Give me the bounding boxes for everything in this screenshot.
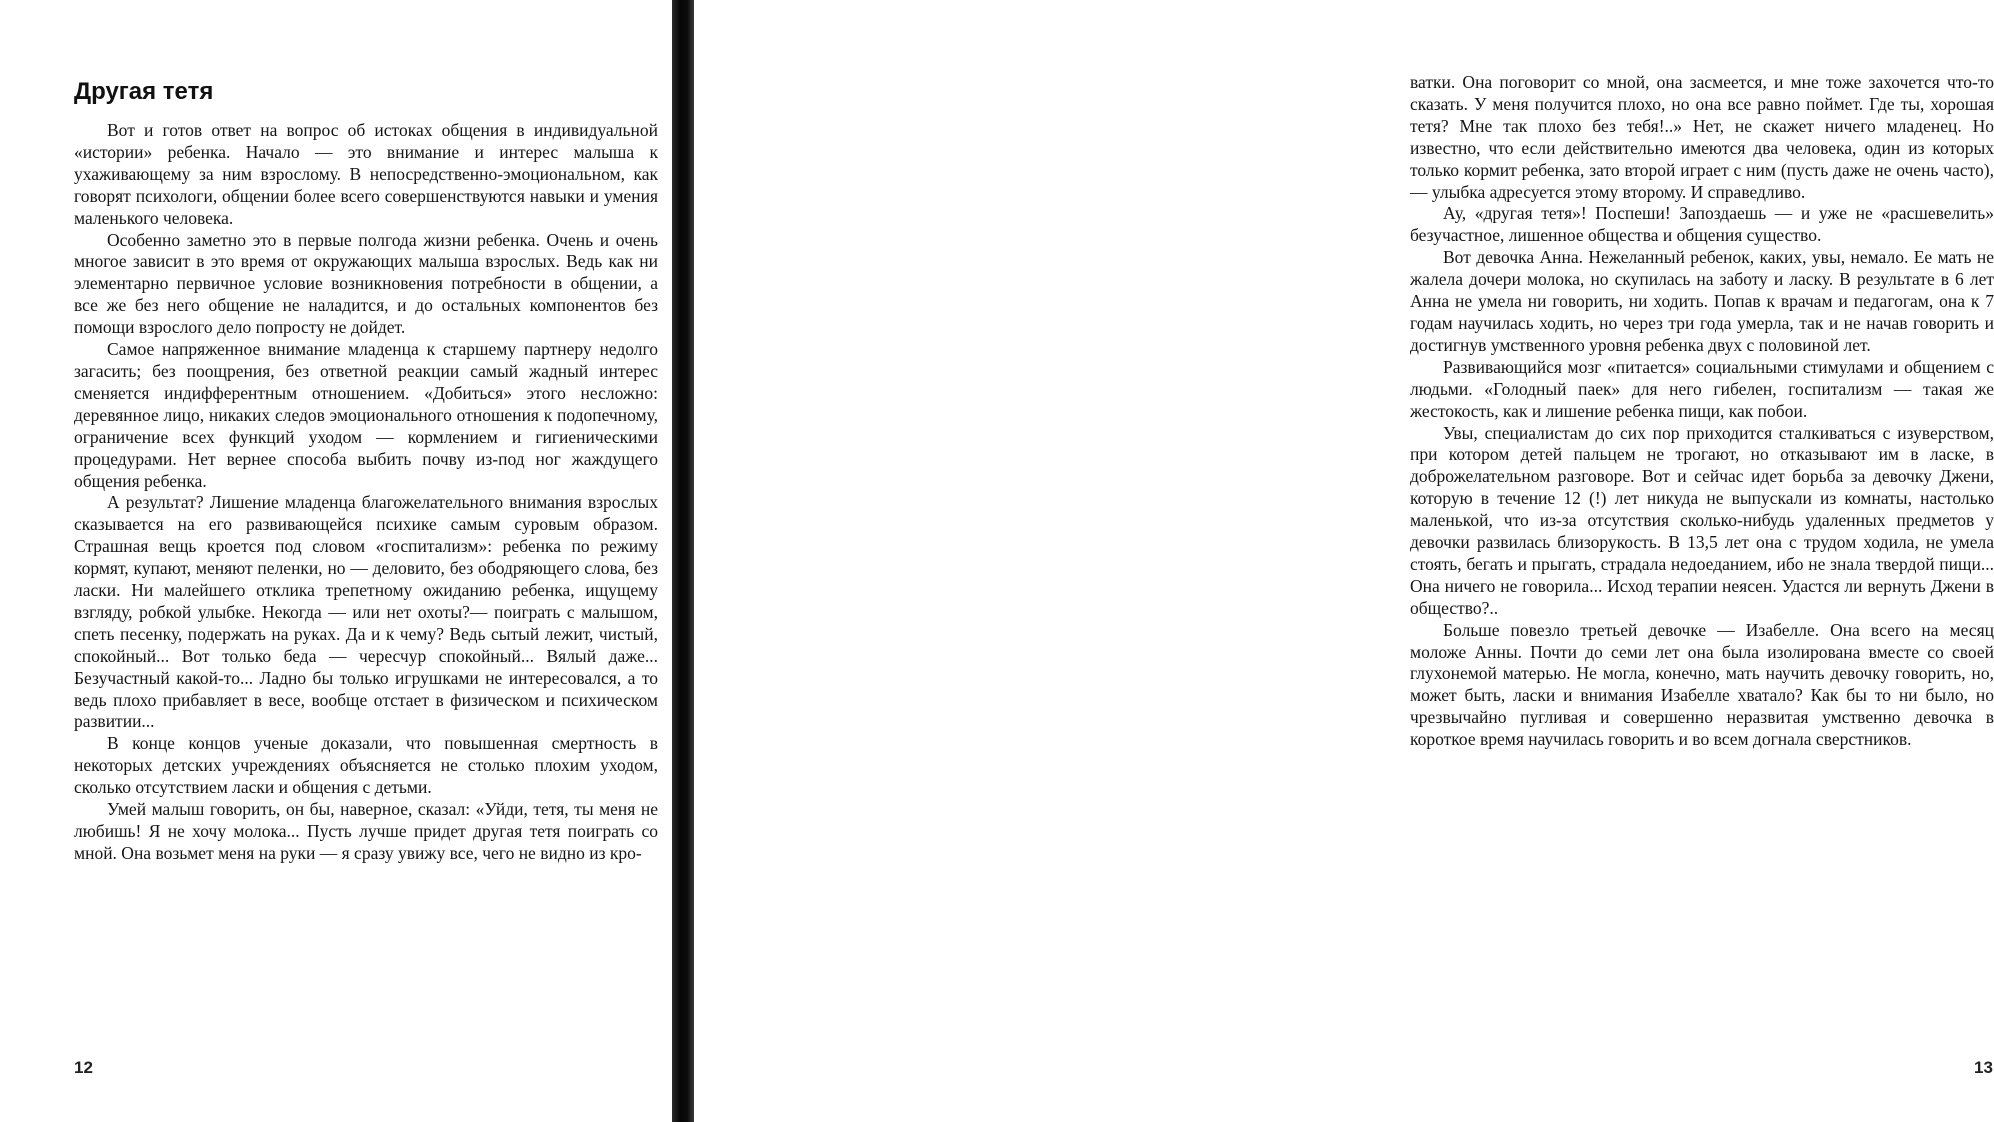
paragraph: Самое напряженное внимание младенца к старшему партнеру недолго загасить; без поощрения, без ответной реакции самый жадный интерес сменяется индифферентным отношением. «Добиться» этого несложно: деревянное лицо, никаких следов эмоционального отношения к подопечному, ограничение всех функций уходом — кормлением и гигиеническими процедурами. Нет вернее способа выбить почву из-под ног жаждущего общения ребенка. bbox=[74, 339, 658, 491]
paragraph: Особенно заметно это в первые полгода жизни ребенка. Очень и очень многое зависит в это время от окружающих малыша взрослых. Ведь как ни элементарно первичное условие возникновения потребности в общении, а все же без него общение не наладится, и до остальных компонентов без помощи взрослого дело попросту не дойдет. bbox=[74, 229, 658, 338]
paragraph: Вот и готов ответ на вопрос об истоках общения в индивидуальной «истории» ребенка. Начало — это внимание и интерес малыша к ухаживающему за ним взрослому. В непосредственно-эмоциональном, как говорят психологи, общении более всего совершенствуются навыки и умения маленького человека. bbox=[74, 120, 658, 228]
left-page-text bbox=[74, 120, 658, 865]
right-page-text bbox=[1410, 72, 1994, 751]
book-gutter bbox=[672, 0, 694, 1122]
paragraph: Умей малыш говорить, он бы, наверное, сказал: «Уйди, тетя, ты меня не любишь! Я не хочу молока... Пусть лучше придет другая тетя поиграть со мной. Она возьмет меня на руки — я сразу увижу все, чего не видно из кро- bbox=[74, 799, 658, 863]
paragraph: А результат? Лишение младенца благожелательного внимания взрослых сказывается на его развивающейся психике самым суровым образом. Страшная вещь кроется под словом «госпитализм»: ребенка по режиму кормят, купают, меняют пеленки, но — деловито, без ободряющего слова, без ласки. Ни малейшего отклика трепетному ожиданию ребенка, ищущему взгляду, робкой улыбке. Некогда — или нет охоты?— поиграть с малышом, спеть песенку, подержать на руках. Да и к чему? Ведь сытый лежит, чистый, спокойный... Вот только беда — чересчур спокойный... Вялый даже... Безучастный какой-то... Ладно бы только игрушками не интересовался, а то ведь плохо прибавляет в весе, вообще отстает в физическом и психическом развитии... bbox=[74, 492, 658, 732]
section-heading: Другая тетя bbox=[74, 78, 214, 105]
right-page bbox=[694, 0, 1994, 1122]
paragraph: Вот девочка Анна. Нежеланный ребенок, каких, увы, немало. Ее мать не жалела дочери молока, но скупилась на заботу и ласку. В результате в 6 лет Анна не умела ни говорить, ни ходить. Попав к врачам и педагогам, она к 7 годам научилась ходить, но через три года умерла, так и не начав говорить и достигнув умственного уровня ребенка двух с половиной лет. bbox=[1410, 247, 1994, 355]
paragraph: Больше повезло третьей девочке — Изабелле. Она всего на месяц моложе Анны. Почти до семи лет она была изолирована вместе со своей глухонемой матерью. Не могла, конечно, мать научить девочку говорить, но, может быть, ласки и внимания Изабелле хватало? Как бы то ни было, но чрезвычайно пугливая и совершенно неразвитая умственно девочка в короткое время научилась говорить и во всем догнала сверстников. bbox=[1410, 619, 1994, 750]
paragraph: В конце концов ученые доказали, что повышенная смертность в некоторых детских учреждениях объясняется не столько плохим уходом, сколько отсутствием ласки и общения с детьми. bbox=[74, 733, 658, 798]
paragraph: Развивающийся мозг «питается» социальными стимулами и общением с людьми. «Голодный паек» для него гибелен, госпитализм — такая же жестокость, как и лишение ребенка пищи, как побои. bbox=[1410, 356, 1994, 421]
paragraph: Увы, специалистам до сих пор приходится сталкиваться с изуверством, при котором детей пальцем не трогают, но отказывают им в ласке, в доброжелательном разговоре. Вот и сейчас идет борьба за девочку Джени, которую в течение 12 (!) лет никуда не выпускали из комнаты, настолько маленькой, что из-за отсутствия сколько-нибудь удаленных предметов у девочки развилась близорукость. В 13,5 лет она с трудом ходила, не умела стоять, бегать и прыгать, страдала недоеданием, ибо не знала твердой пищи... Она ничего не говорила... Исход терапии неясен. Удастся ли вернуть Джени в общество?.. bbox=[1410, 422, 1994, 618]
page-number-left: 12 bbox=[74, 1058, 93, 1077]
paragraph-continued: ватки. Она поговорит со мной, она засмеется, и мне тоже захочется что-то сказать. У меня получится плохо, но она все равно поймет. Где ты, хорошая тетя? Мне так плохо без тебя!..» Нет, не скажет ничего младенец. Но известно, что если действительно имеются два человека, один из которых только кормит ребенка, зато второй играет с ним (пусть даже не очень часто),— улыбка адресуется этому второму. И справедливо. bbox=[1410, 72, 1994, 202]
page-number-right: 13 bbox=[1974, 1058, 1993, 1077]
paragraph: Ау, «другая тетя»! Поспеши! Запоздаешь — и уже не «расшевелить» безучастное, лишенное общества и общения существо. bbox=[1410, 203, 1994, 246]
left-page bbox=[0, 0, 672, 1122]
